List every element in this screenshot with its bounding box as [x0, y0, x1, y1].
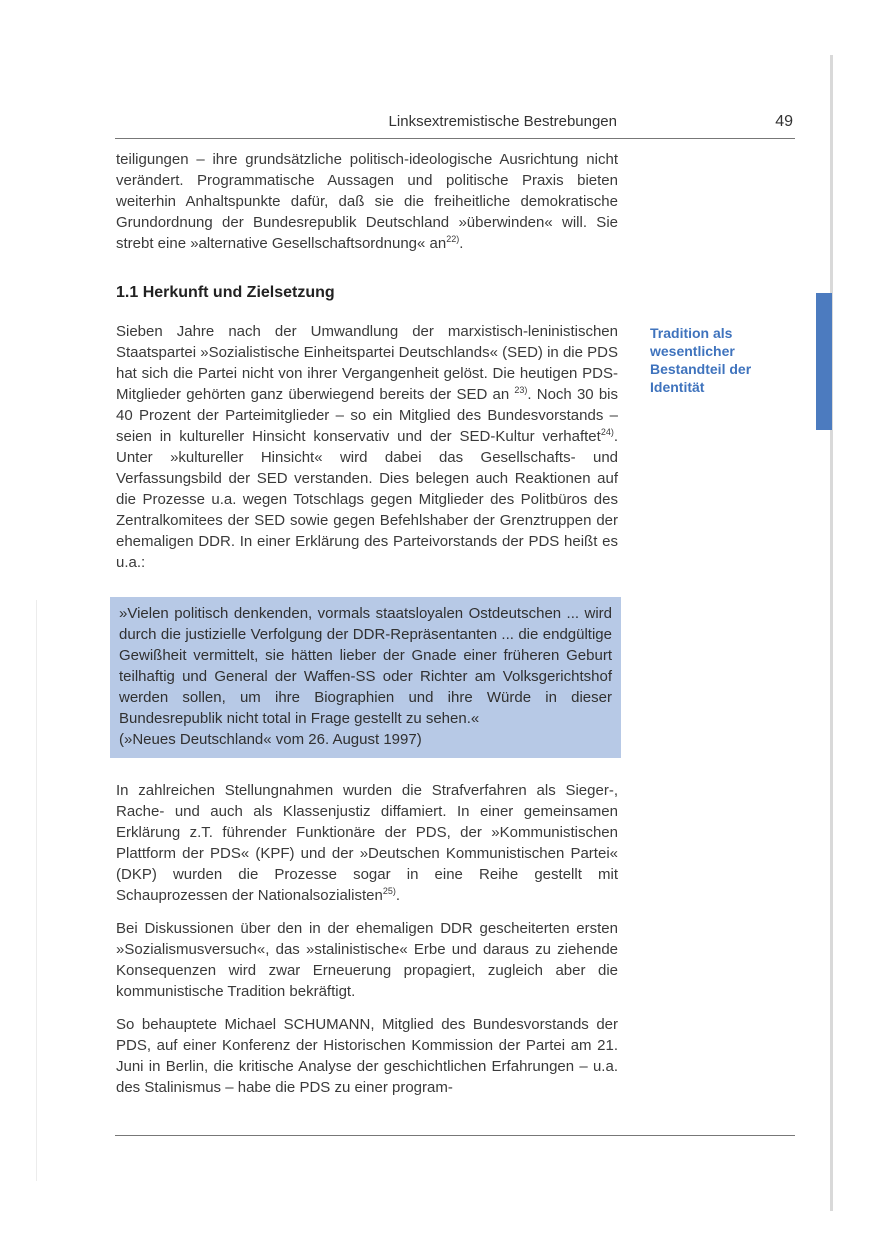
paragraph-text: In zahlreichen Stellungnahmen wurden die Strafverfahren als Sieger-, Rache- und auch als Klassenjustiz diffamiert. In einer gemeinsamen Erklärung z.T. führender Funktionäre der PDS, der »Kommunistischen Plattform der PDS« (KPF) und der »Deutschen Kommunistischen Partei« (DKP) wurden die Prozesse sogar in eine Reihe gestellt mit Schauprozessen der Nationalsozialisten: [116, 782, 618, 904]
quote-box: [110, 597, 621, 758]
chapter-tab-marker: [816, 293, 832, 430]
paragraph-discussions: Bei Diskussionen über den in der ehemaligen DDR gescheiterten ersten »Sozialismusversuch«, das »stalinistische« Erbe und daraus zu ziehende Konsequenzen wird zwar Erneuerung propagiert, zugleich aber die kommunistische Tradition bekräftigt.: [116, 920, 618, 1000]
footnote-ref: 25): [382, 886, 396, 896]
running-header: [115, 113, 795, 139]
intro-text: teiligungen – ihre grundsätzliche politisch-ideologische Ausrichtung nicht verändert. Programmatische Aussagen und politische Praxis bieten weiterhin Anhaltspunkte dafür, daß sie die freiheitliche demokratische Grundordnung der Bundesrepublik Deutschland »überwinden« will. Sie strebt eine »alternative Gesellschaftsordnung« an: [116, 151, 618, 252]
paragraph-schumann: So behauptete Michael SCHUMANN, Mitglied des Bundesvorstands der PDS, auf einer Konferenz der Historischen Kommission der Partei am 21. Juni in Berlin, die kritische Analyse der geschichtlichen Erfahrungen – u.a. des Stalinismus – habe die PDS zu einer program-: [116, 1016, 618, 1096]
main-text-column: [116, 149, 618, 1098]
footer-rule: [115, 1135, 795, 1136]
paragraph-text: . Unter »kultureller Hinsicht« wird dabei das Gesellschafts- und Verfassungsbild der SED verstanden. Dies belegen auch Reaktionen auf die Prozesse u.a. wegen Totschlags gegen Mitglieder des Politbüros des Zentralkomitees der SED sowie gegen Befehlshaber der Grenztruppen der ehemaligen DDR. In einer Erklärung des Parteivorstands der PDS heißt es u.a.:: [116, 428, 618, 571]
section-heading: 1.1 Herkunft und Zielsetzung: [116, 284, 335, 301]
page-number: 49: [775, 113, 793, 130]
quote-source: (»Neues Deutschland« vom 26. August 1997): [119, 731, 422, 748]
header-rule: [115, 138, 795, 139]
footnote-ref: 24): [600, 427, 614, 437]
running-header-title: Linksextremistische Bestrebungen: [388, 113, 617, 130]
page-edge: [830, 55, 833, 1211]
paragraph-origin: [116, 321, 618, 573]
marginal-note: Tradition als wesentlicher Bestandteil der Identität: [650, 325, 752, 395]
intro-paragraph: [116, 149, 618, 254]
binding-edge: [36, 600, 37, 1181]
paragraph-text: . Noch 30 bis 40 Prozent der Parteimitglieder – so ein Mitglied des Bundesvorstands – seien in kultureller Hinsicht konservativ und der SED-Kultur verhaftet: [116, 386, 619, 445]
footnote-ref: 23): [514, 385, 528, 395]
intro-end: .: [459, 235, 464, 252]
paragraph-text: Sieben Jahre nach der Umwandlung der marxistisch-leninistischen Staatspartei »Sozialistische Einheitspartei Deutschlands« (SED) in die PDS hat sich die Partei nicht von ihrer Vergangenheit gelöst. Die heutigen PDS-Mitglieder gehörten ganz überwiegend bereits der SED an: [116, 323, 618, 403]
paragraph-end: .: [395, 887, 401, 904]
quote-text: »Vielen politisch denkenden, vormals staatsloyalen Ostdeutschen ... wird durch die justizielle Verfolgung der DDR-Repräsentanten ... die endgültige Gewißheit vermittelt, sie hätten lieber der Gnade einer früheren Geburt teilhaftig und General der Waffen-SS oder Richter am Volksgerichtshof werden sollen, um ihre Biographien und ihre Würde in dieser Bundesrepublik nicht total in Frage gestellt zu sehen.«: [119, 605, 612, 727]
footnote-ref: 22): [446, 234, 460, 244]
paragraph-statements: [116, 780, 618, 906]
